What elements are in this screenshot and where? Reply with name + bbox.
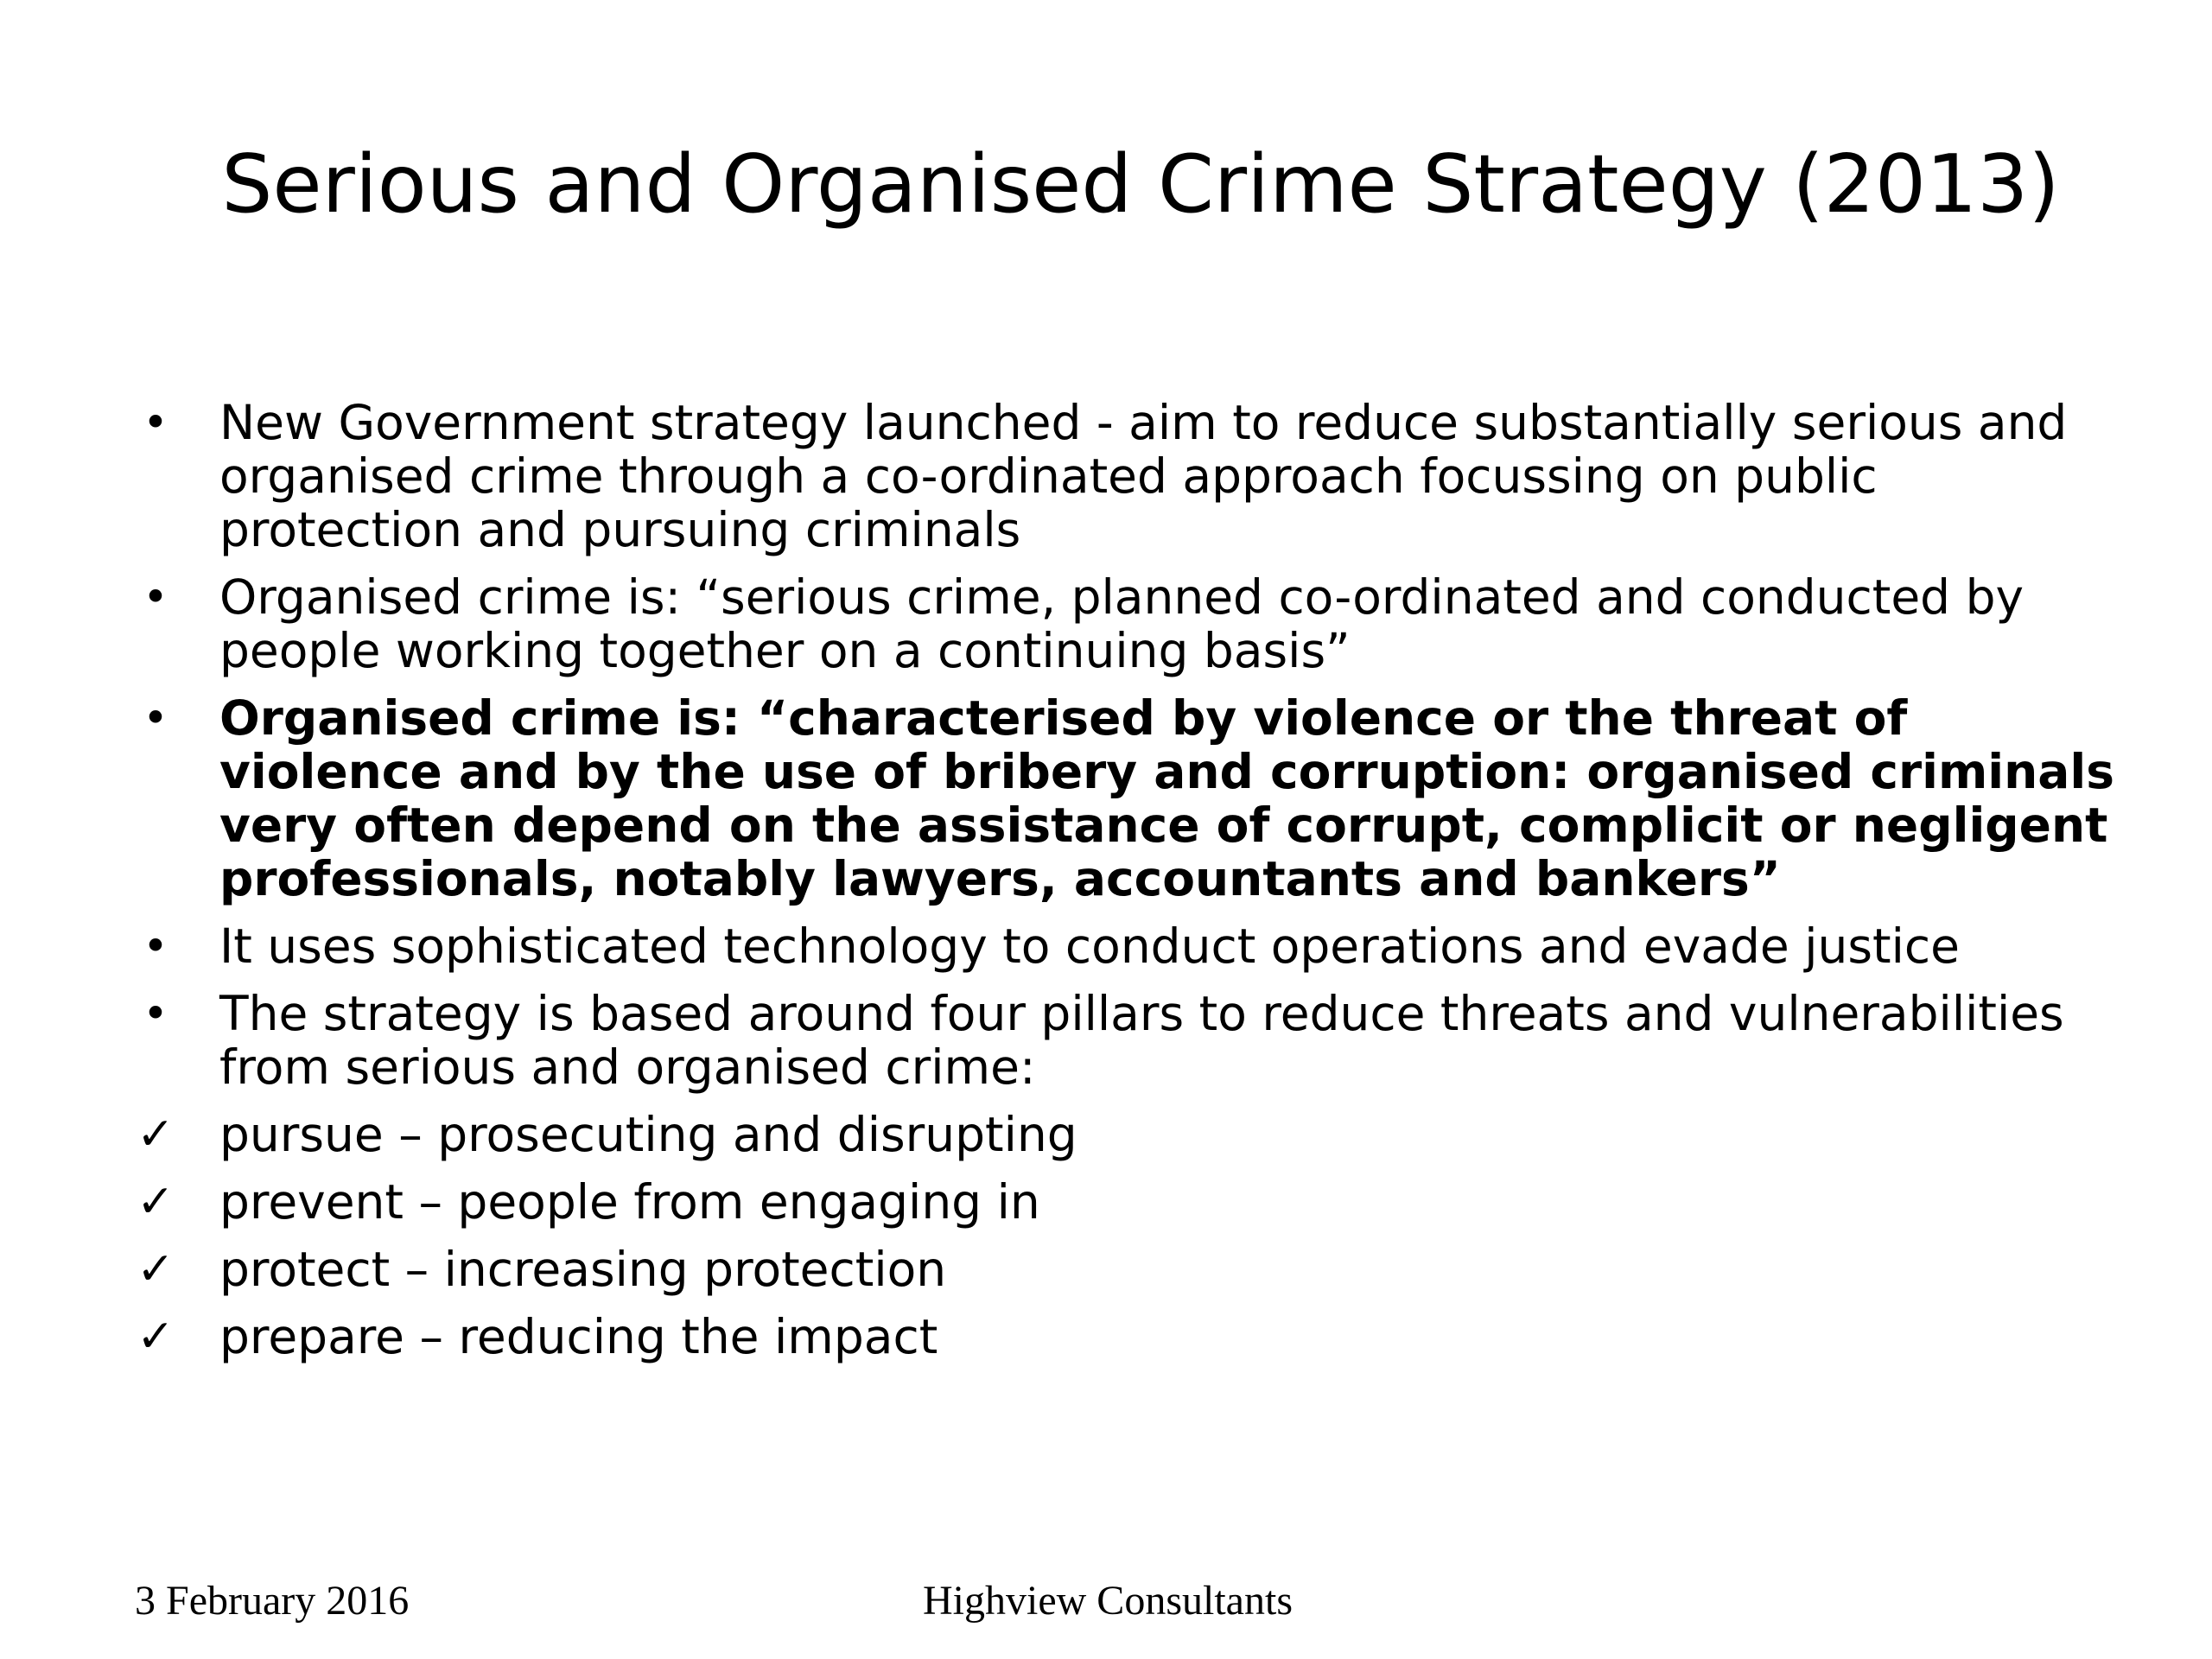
slide-title: Serious and Organised Crime Strategy (2013) xyxy=(221,137,2060,231)
pillar-item xyxy=(130,1175,2117,1229)
list-item-text: Organised crime is: “characterised by violence or the threat of violence and by the use of bribery and corruption: organised criminals very often depend on the assistance of corrupt, complicit or negligent professionals, notably lawyers, accountants and bankers” xyxy=(219,690,2114,906)
pillar-item xyxy=(130,1108,2117,1161)
bullet-icon: • xyxy=(143,988,168,1039)
pillar-item xyxy=(130,1243,2117,1296)
list-item-text: Organised crime is: “serious crime, planned co-ordinated and conducted by people working together on a continuing basis” xyxy=(219,569,2024,678)
pillar-item xyxy=(130,1310,2117,1363)
pillar-text: pursue – prosecuting and disrupting xyxy=(219,1107,1077,1162)
checkmark-icon: ✓ xyxy=(137,1243,175,1295)
list-item-text: It uses sophisticated technology to conduct operations and evade justice xyxy=(219,918,1960,974)
footer-company: Highview Consultants xyxy=(923,1578,1293,1624)
bullet-icon: • xyxy=(143,397,168,448)
bullet-icon: • xyxy=(143,921,168,971)
list-item xyxy=(130,396,2117,556)
pillar-text: protect – increasing protection xyxy=(219,1242,947,1297)
checkmark-icon: ✓ xyxy=(137,1311,175,1363)
pillar-text: prevent – people from engaging in xyxy=(219,1174,1040,1230)
checkmark-icon: ✓ xyxy=(137,1109,175,1160)
bullet-list xyxy=(130,396,2117,1377)
bullet-icon: • xyxy=(143,693,168,743)
list-item xyxy=(130,919,2117,973)
list-item xyxy=(130,987,2117,1094)
list-item-text: The strategy is based around four pillars to reduce threats and vulnerabilities from serious and organised crime: xyxy=(219,986,2064,1095)
footer-date: 3 February 2016 xyxy=(135,1578,410,1624)
checkmark-icon: ✓ xyxy=(137,1176,175,1228)
list-item-text: New Government strategy launched - aim to reduce substantially serious and organised crime through a co-ordinated approach focussing on public protection and pursuing criminals xyxy=(219,395,2068,557)
bullet-icon: • xyxy=(143,572,168,622)
list-item-emphasised xyxy=(130,691,2117,906)
pillar-text: prepare – reducing the impact xyxy=(219,1309,938,1364)
list-item xyxy=(130,570,2117,677)
